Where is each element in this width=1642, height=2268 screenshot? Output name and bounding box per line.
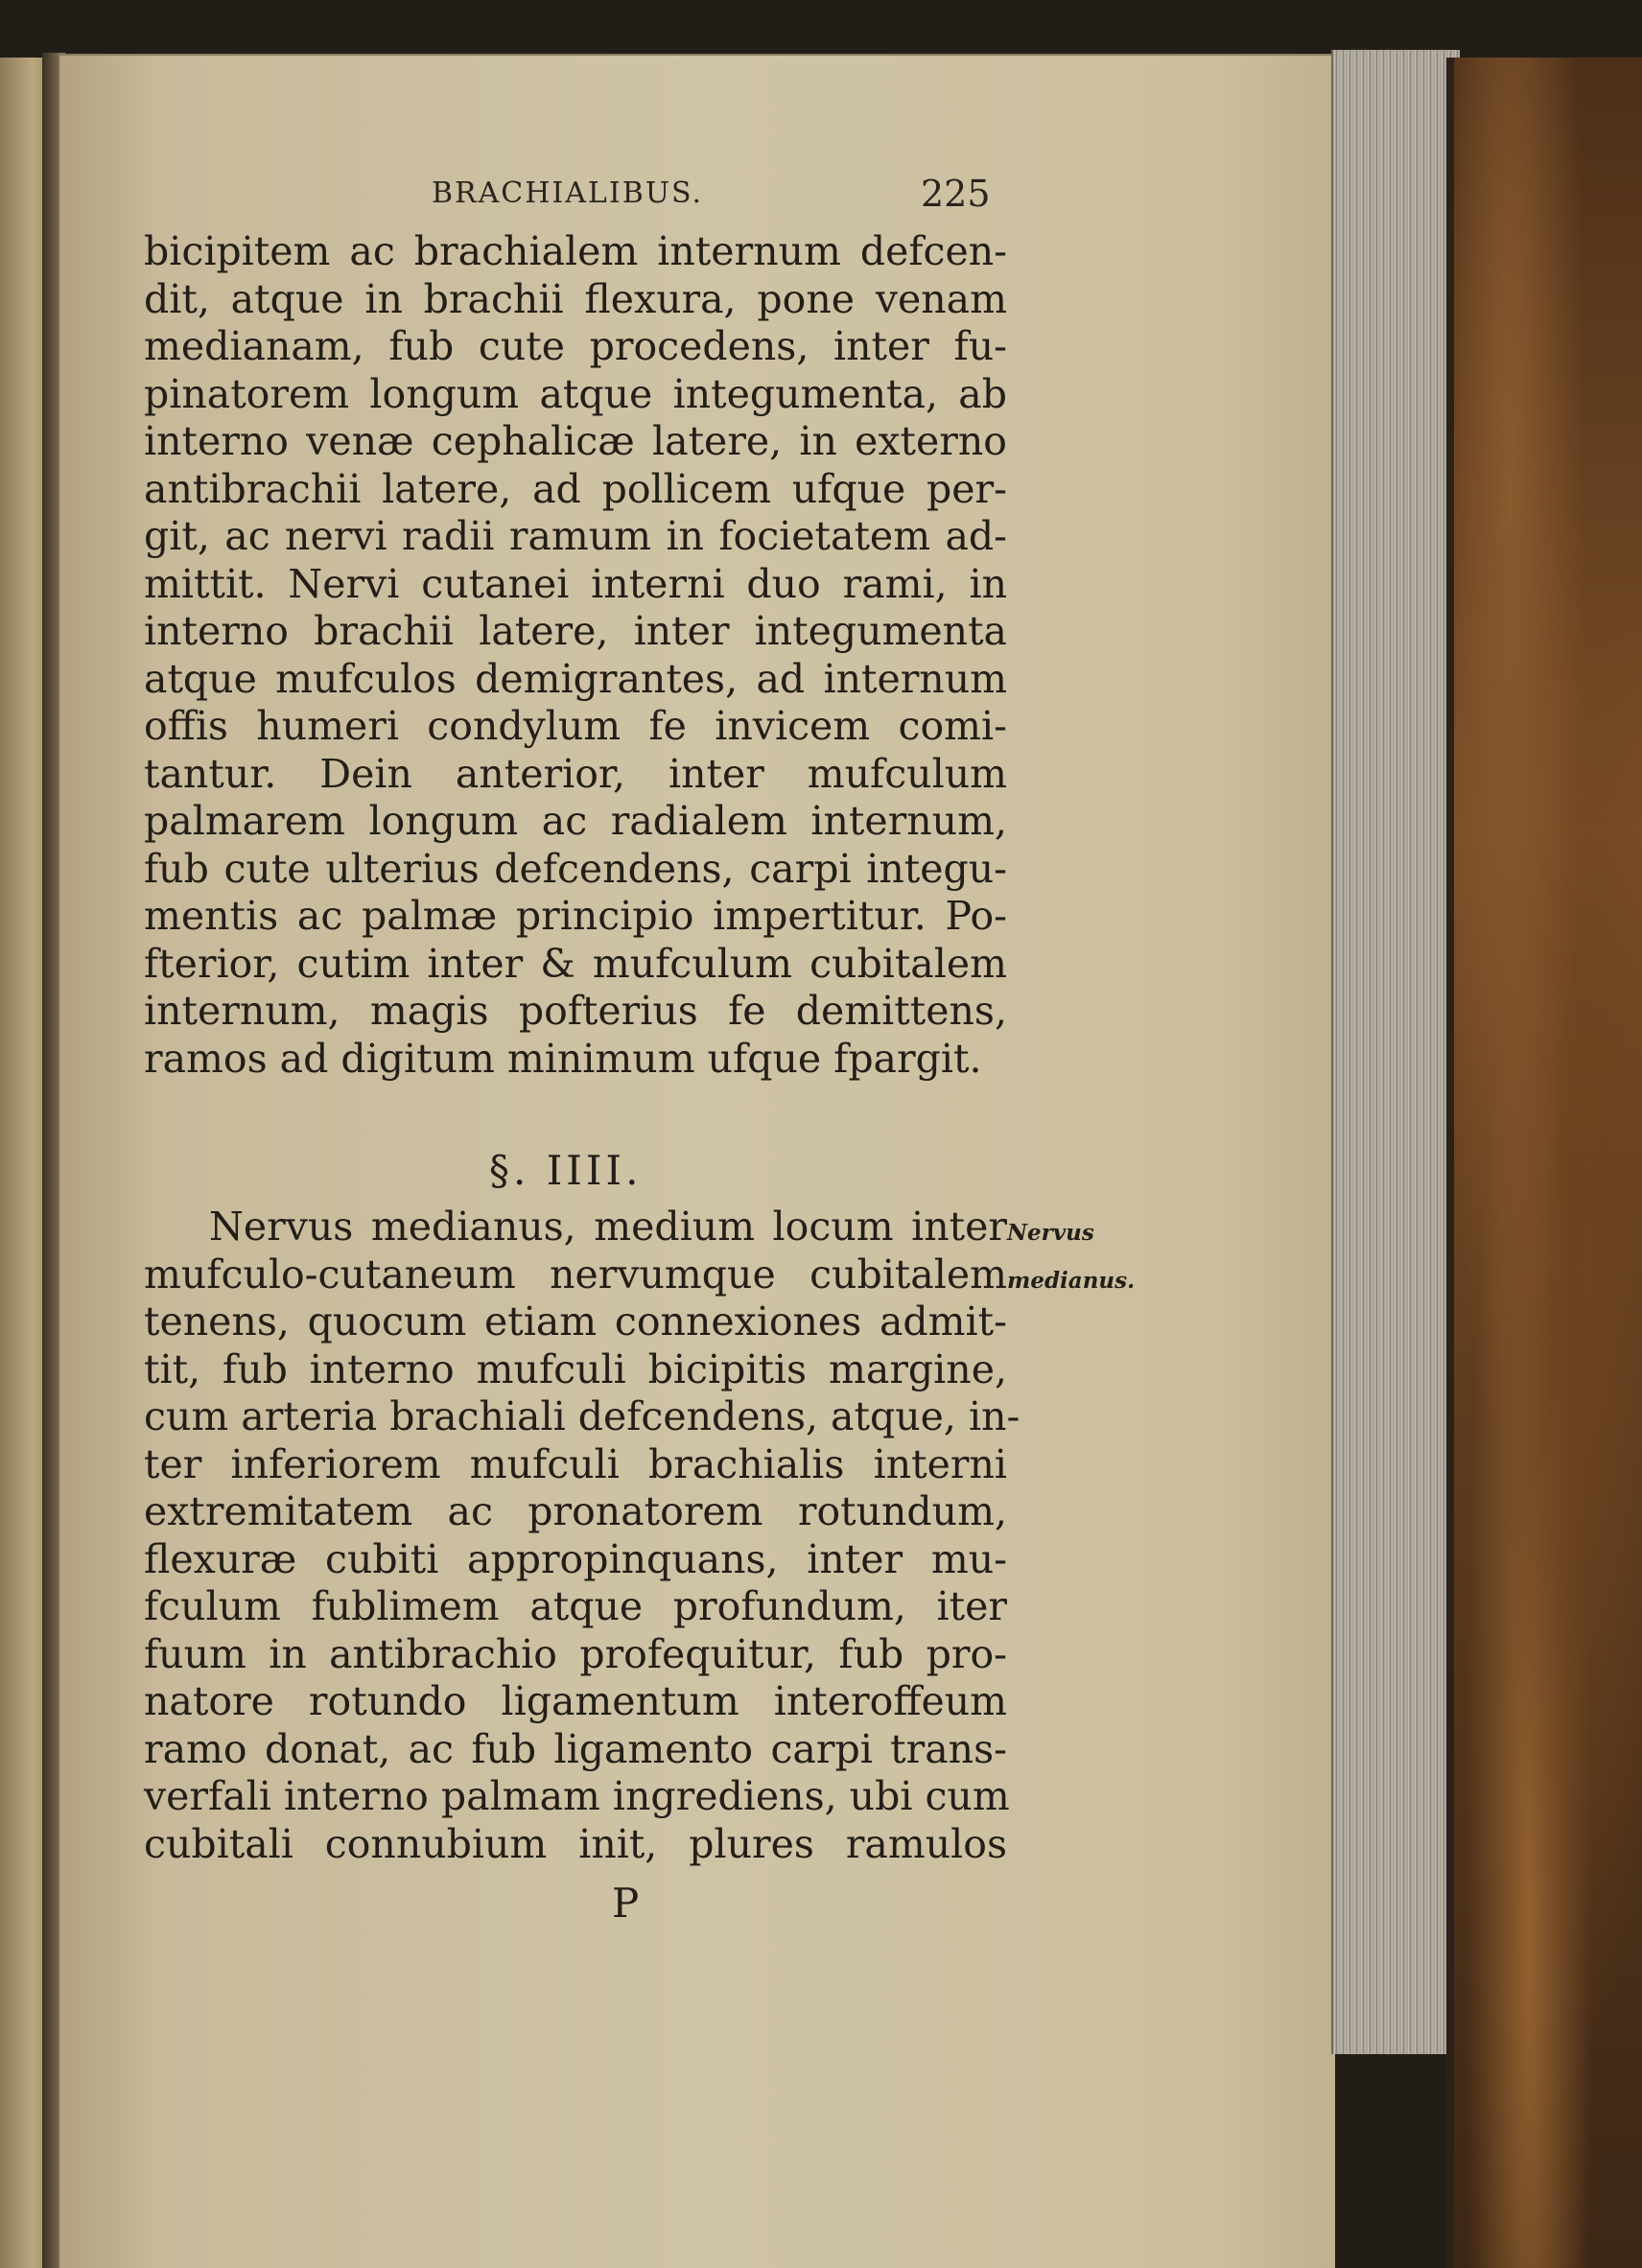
- running-head: BRACHIALIBUS.: [432, 176, 704, 210]
- text-line: ter inferiorem mufculi brachialis interni: [144, 1440, 1007, 1487]
- signature-mark: P: [612, 1880, 640, 1927]
- text-line: fub cute ulterius defcendens, carpi integu-: [144, 845, 1007, 892]
- text-line: dit, atque in brachii flexura, pone venam: [144, 275, 1007, 322]
- text-line: cum arteria brachiali defcendens, atque, in-: [144, 1393, 1020, 1439]
- margin-note-medianus: medianus.: [1007, 1268, 1136, 1294]
- paragraph-1: [144, 228, 1007, 1083]
- text-line: tit, fub interno mufculi bicipitis margine,: [144, 1345, 1007, 1392]
- marbled-cover: [1454, 58, 1642, 2268]
- text-line: antibrachii latere, ad pollicem ufque per-: [144, 465, 1007, 512]
- text-line: fculum fublimem atque profundum, iter: [144, 1583, 1007, 1629]
- text-line: ramos ad digitum minimum ufque fpargit.: [144, 1035, 982, 1082]
- text-line: git, ac nervi radii ramum in focietatem ad-: [144, 513, 1007, 559]
- text-line: mentis ac palmæ principio impertitur. Po-: [144, 893, 1007, 939]
- section-heading: §. IIII.: [489, 1147, 643, 1194]
- text-line: atque mufculos demigrantes, ad internum: [144, 655, 1007, 702]
- text-line: bicipitem ac brachialem internum defcen-: [144, 228, 1007, 274]
- text-line: medianam, fub cute procedens, inter fu-: [144, 323, 1007, 369]
- text-line: verfali interno palmam ingrediens, ubi cum: [144, 1773, 1010, 1819]
- text-line: natore rotundo ligamentum interoffeum: [144, 1678, 1007, 1724]
- text-line: ramo donat, ac fub ligamento carpi trans-: [144, 1725, 1007, 1772]
- text-line: tenens, quocum etiam connexiones admit-: [144, 1298, 1007, 1344]
- margin-note-nervus: Nervus: [1007, 1220, 1094, 1246]
- page-leaves-edge: [1331, 50, 1460, 2054]
- text-line: pinatorem longum atque integumenta, ab: [144, 370, 1007, 417]
- text-line: interno brachii latere, inter integumenta: [144, 608, 1007, 654]
- text-line: internum, magis pofterius fe demittens,: [144, 988, 1007, 1034]
- text-line: Nervus medianus, medium locum inter: [209, 1204, 1007, 1250]
- text-line: palmarem longum ac radialem internum,: [144, 798, 1007, 844]
- text-line: fuum in antibrachio profequitur, fub pro-: [144, 1630, 1007, 1677]
- text-line: interno venæ cephalicæ latere, in externo: [144, 418, 1007, 464]
- text-line: flexuræ cubiti appropinquans, inter mu-: [144, 1535, 1007, 1582]
- text-line: mufculo-cutaneum nervumque cubitalem: [144, 1251, 1007, 1298]
- text-line: extremitatem ac pronatorem rotundum,: [144, 1488, 1007, 1534]
- text-line: fterior, cutim inter & mufculum cubitalem: [144, 940, 1007, 987]
- text-line: offis humeri condylum fe invicem comi-: [144, 703, 1007, 749]
- text-line: tantur. Dein anterior, inter mufculum: [144, 750, 1007, 797]
- text-line: mittit. Nervi cutanei interni duo rami, in: [144, 560, 1007, 607]
- paragraph-2: [144, 1204, 1020, 1868]
- page-number: 225: [921, 173, 991, 215]
- text-line: cubitali connubium init, plures ramulos: [144, 1820, 1007, 1867]
